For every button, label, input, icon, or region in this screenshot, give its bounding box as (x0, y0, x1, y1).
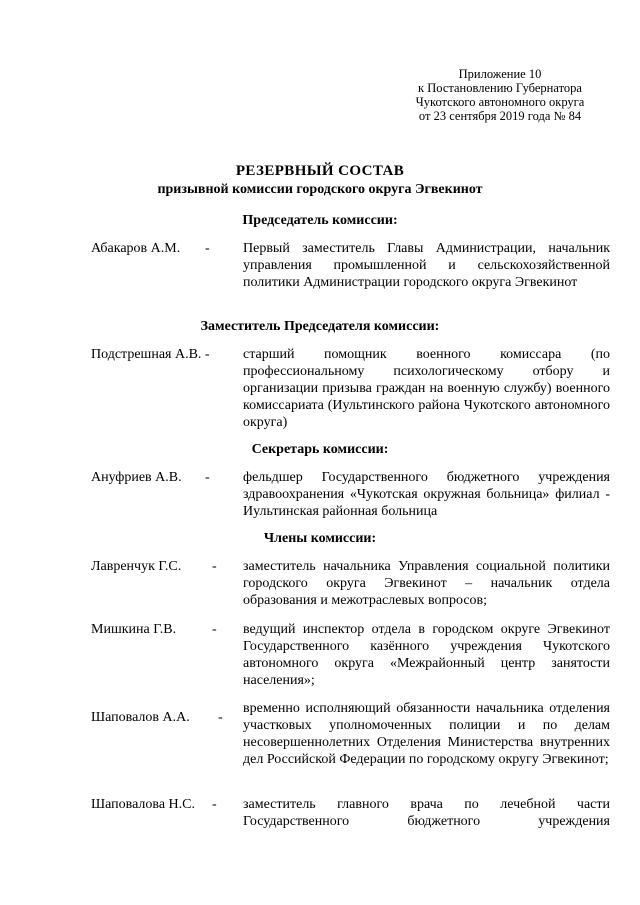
dash: - (212, 559, 217, 574)
person-description: старший помощник военного комиссара (по профессиональному психологическому отбору и организации призыва граждан на военную службу) военного комиссариата (Иультинского района Чукотского автономного округа) (243, 347, 610, 430)
section-heading-members: Члены комиссии: (263, 531, 377, 546)
dash: - (205, 241, 210, 256)
person-name: Шаповалова Н.С. (91, 797, 195, 812)
appendix-header (400, 67, 600, 123)
person-name: Лавренчук Г.С. (91, 559, 182, 574)
section-heading-chairman: Председатель комиссии: (242, 213, 398, 228)
document-title: РЕЗЕРВНЫЙ СОСТАВ (235, 163, 405, 179)
dash: - (212, 797, 217, 812)
appendix-line: от 23 сентября 2019 года № 84 (418, 109, 582, 123)
person-name: Мишкина Г.В. (91, 622, 177, 637)
appendix-line: к Постановлению Губернатора (418, 81, 582, 95)
person-name: Подстрешная А.В. - (91, 347, 210, 362)
person-description: фельдшер Государственного бюджетного учреждения здравоохранения «Чукотская окружная больница» филиал - Иультинская районная больница (243, 470, 610, 519)
section-heading-deputy: Заместитель Председателя комиссии: (200, 319, 440, 334)
person-name: Абакаров А.М. (91, 241, 181, 256)
person-description: заместитель начальника Управления социальной политики городского округа Эгвекинот – начальник отдела образования и межотраслевых вопросов; (243, 559, 610, 608)
person-description: заместитель главного врача по лечебной части Государственного бюджетного учреждения (243, 797, 610, 829)
dash: - (218, 710, 223, 725)
person-name: Шаповалов А.А. (91, 710, 190, 725)
person-description: Первый заместитель Главы Администрации, начальник управления промышленной и сельскохозяйственной политики Администрации городского округа Эгвекинот (243, 241, 610, 290)
document-subtitle: призывной комиссии городского округа Эгвекинот (157, 182, 483, 197)
person-name: Ануфриев А.В. (91, 470, 182, 485)
appendix-line: Приложение 10 (458, 67, 542, 81)
appendix-line: Чукотского автономного округа (415, 95, 585, 109)
person-description: ведущий инспектор отдела в городском округе Эгвекинот Государственного казённого учреждения Чукотского автономного округа «Межрайонный центр занятости населения»; (243, 622, 610, 688)
person-description: временно исполняющий обязанности начальника отделения участковых уполномоченных полиции и по делам несовершеннолетних Отделения Министерства внутренних дел Российской Федерации по городскому округу Эгвекинот; (243, 701, 610, 767)
section-heading-secretary: Секретарь комиссии: (251, 442, 389, 457)
dash: - (212, 622, 217, 637)
dash: - (205, 470, 210, 485)
